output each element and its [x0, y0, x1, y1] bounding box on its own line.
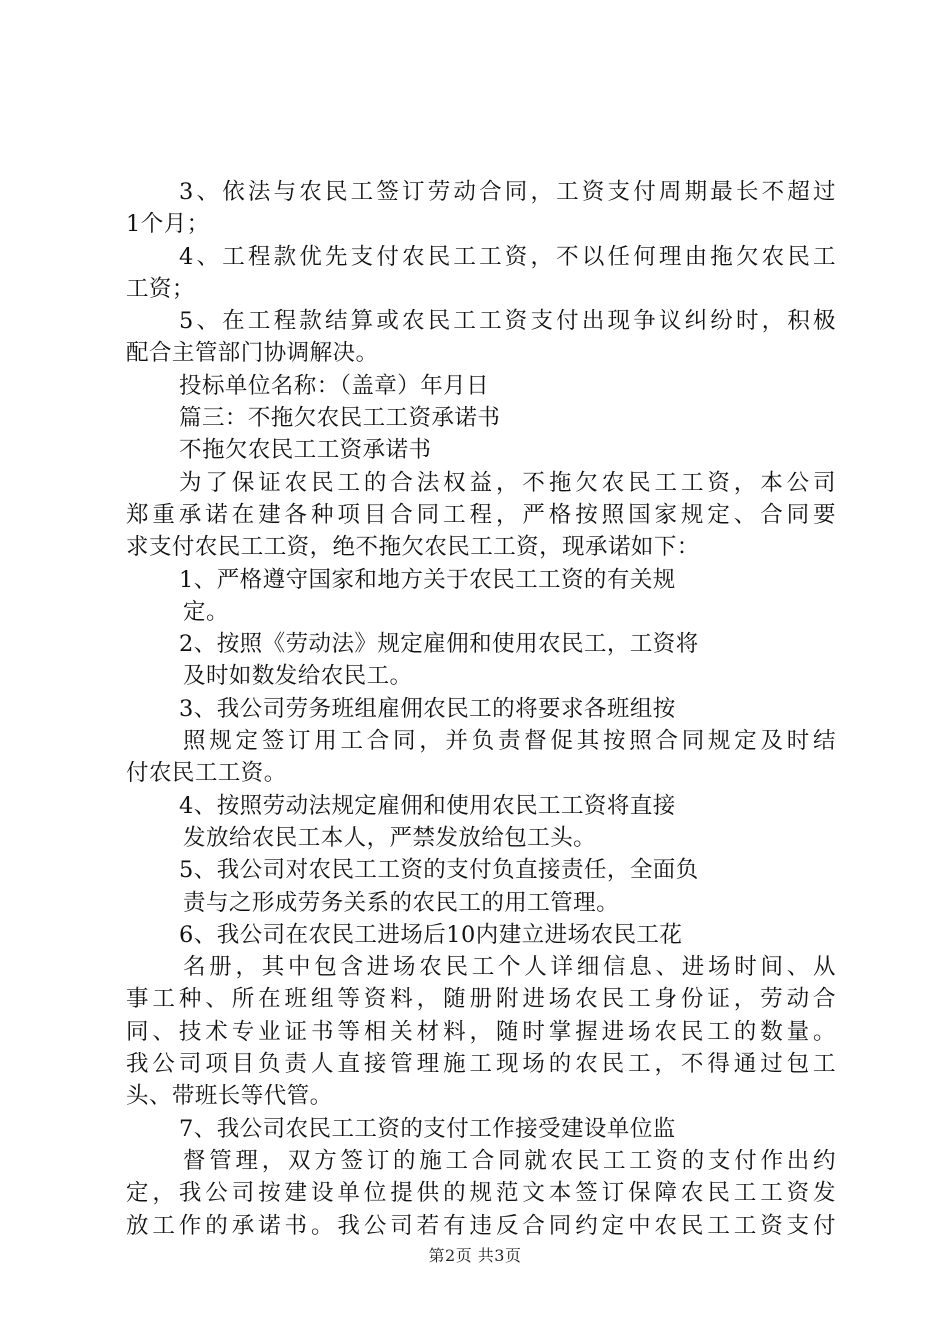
paragraph-line: 4、工程款优先支付农民工工资，不以任何理由拖欠农民工 [179, 243, 836, 270]
list-item-line: 我公司项目负责人直接管理施工现场的农民工，不得通过包工 [126, 1051, 836, 1078]
list-item-line: 责与之形成劳务关系的农民工的用工管理。 [183, 889, 620, 916]
paragraph-line: 5、在工程款结算或农民工工资支付出现争议纠纷时，积极 [179, 308, 836, 335]
list-item-line: 发放给农民工本人，严禁发放给包工头。 [183, 824, 597, 851]
list-item-line: 事工种、所在班组等资料，随册附进场农民工身份证，劳动合 [126, 986, 836, 1013]
list-item-line: 头、带班长等代管。 [126, 1083, 333, 1110]
list-item-line: 同、技术专业证书等相关材料，随时掌握进场农民工的数量。 [126, 1018, 836, 1045]
document-title: 不拖欠农民工工资承诺书 [179, 437, 432, 464]
list-item-line: 放工作的承诺书。我公司若有违反合同约定中农民工工资支付 [126, 1212, 836, 1239]
page-number-footer: 第2页 共3页 [428, 1246, 522, 1265]
list-item-line: 付农民工工资。 [126, 760, 287, 787]
list-item-line: 照规定签订用工合同，并负责督促其按照合同规定及时结 [183, 728, 836, 755]
list-item-line: 定。 [183, 598, 229, 625]
list-item-line: 2、按照《劳动法》规定雇佣和使用农民工，工资将 [179, 631, 699, 658]
document-body [126, 176, 836, 1242]
section-heading: 篇三：不拖欠农民工工资承诺书 [179, 405, 501, 432]
list-item-line: 6、我公司在农民工进场后10内建立进场农民工花 [179, 921, 683, 948]
paragraph-line: 1个月； [126, 211, 210, 238]
paragraph-line: 郑重承诺在建各种项目合同工程，严格按照国家规定、合同要 [126, 501, 836, 528]
list-item-line: 督管理，双方签订的施工合同就农民工工资的支付作出约 [183, 1147, 836, 1174]
list-item-line: 4、按照劳动法规定雇佣和使用农民工工资将直接 [179, 792, 676, 819]
paragraph-line: 3、依法与农民工签订劳动合同，工资支付周期最长不超过 [179, 179, 836, 205]
list-item-line: 5、我公司对农民工工资的支付负直接责任，全面负 [179, 857, 699, 884]
list-item-line: 1、严格遵守国家和地方关于农民工工资的有关规 [179, 566, 676, 593]
list-item-line: 7、我公司农民工工资的支付工作接受建设单位监 [179, 1115, 676, 1142]
paragraph-line: 求支付农民工工资，绝不拖欠农民工工资，现承诺如下： [126, 534, 700, 561]
paragraph-line: 为了保证农民工的合法权益，不拖欠农民工工资，本公司 [179, 469, 836, 496]
paragraph-line: 工资； [126, 275, 195, 302]
paragraph-line: 配合主管部门协调解决。 [126, 340, 379, 367]
list-item-line: 定，我公司按建设单位提供的规范文本签订保障农民工工资发 [126, 1180, 836, 1207]
list-item-line: 名册，其中包含进场农民工个人详细信息、进场时间、从 [183, 954, 836, 981]
list-item-line: 及时如数发给农民工。 [183, 663, 413, 690]
signature-line: 投标单位名称：（盖章）年月日 [179, 372, 490, 399]
list-item-line: 3、我公司劳务班组雇佣农民工的将要求各班组按 [179, 695, 676, 722]
